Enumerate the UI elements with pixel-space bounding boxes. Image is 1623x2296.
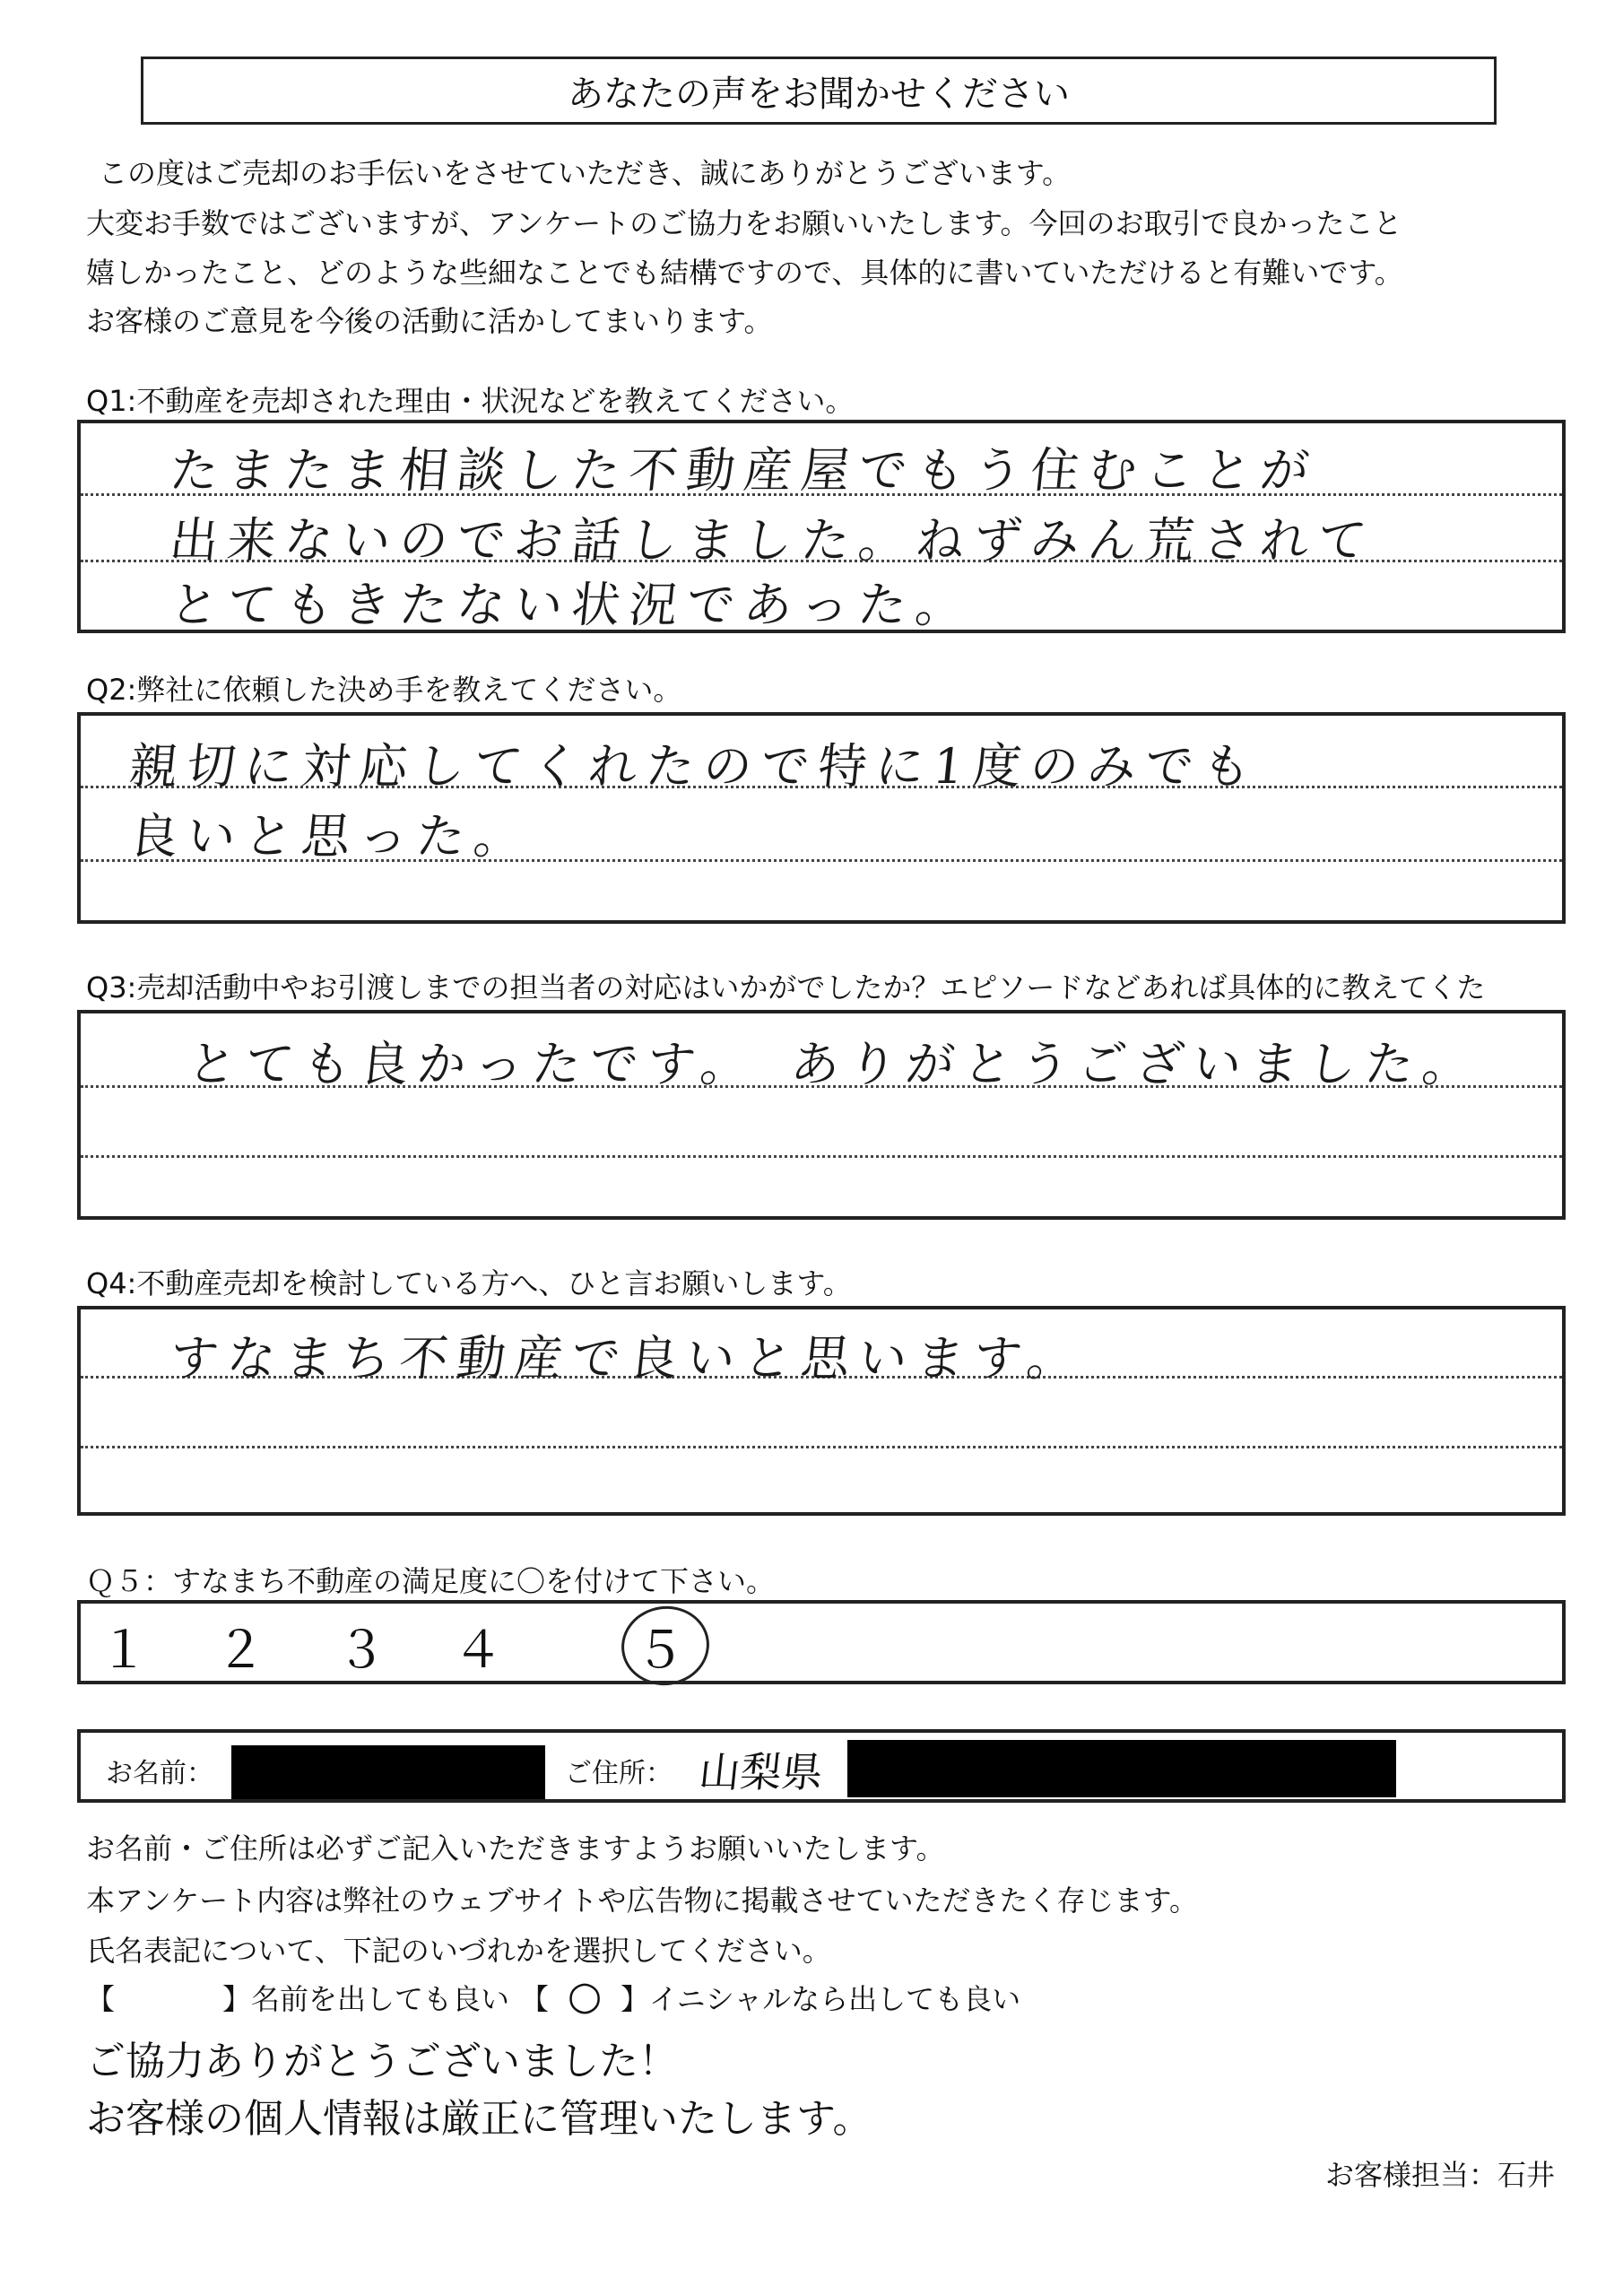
intro-line-3: 嬉しかったこと、どのような些細なことでも結構ですので、具体的に書いていただけると有難いです。: [86, 256, 1403, 290]
selected-rating-circle: [616, 1601, 714, 1692]
closing-thanks: ご協力ありがとうございました！: [86, 2039, 678, 2084]
rating-option-4[interactable]: ４: [453, 1622, 503, 1680]
choice-name-text: 名前を出しても良い: [251, 1982, 510, 2016]
note-3: 氏名表記について、下記のいづれかを選択してください。: [86, 1934, 831, 1968]
q5-label: Ｑ５：すなまち不動産の満足度に〇を付けて下さい。: [86, 1564, 776, 1598]
choice-initials-option: 【 ○ 】イニシャルなら出しても良い: [520, 1973, 1021, 2019]
choice-name-option: 【 】名前を出しても良い: [86, 1982, 510, 2016]
q3-answer-box: [77, 1010, 1566, 1220]
staff-in-charge: お客様担当：石井: [1325, 2158, 1556, 2192]
q1-label: Q1:不動産を売却された理由・状況などを教えてください。: [86, 384, 855, 418]
intro-line-1: この度はご売却のお手伝いをさせていただき、誠にありがとうございます。: [99, 156, 1072, 190]
q2-answer-box: [77, 712, 1566, 924]
q3-label: Q3:売却活動中やお引渡しまでの担当者の対応はいかがでしたか？エピソードなどあれば具体的に教えてくた: [86, 970, 1486, 1004]
q4-answer-box: [77, 1306, 1566, 1516]
address-redaction: [847, 1740, 1396, 1797]
intro-line-2: 大変お手数ではございますが、アンケートのご協力をお願いいたします。今回のお取引で良かったこと: [86, 206, 1402, 240]
note-2: 本アンケート内容は弊社のウェブサイトや広告物に掲載させていただきたく存じます。: [86, 1883, 1199, 1918]
q5-rating-box: [77, 1600, 1566, 1684]
page-title: あなたの声をお聞かせください: [141, 57, 1497, 125]
rating-option-2[interactable]: ２: [215, 1622, 265, 1680]
choice-initials-mark[interactable]: ○: [567, 1973, 603, 2019]
choice-initials-text: イニシャルなら出しても良い: [649, 1982, 1021, 2016]
q1-answer-line-3: とてもきたない状況であった。: [167, 577, 976, 633]
name-redaction: [231, 1745, 545, 1799]
q2-answer-line-1: 親切に対応してくれたので特に1度のみでも: [126, 738, 1263, 795]
rating-option-5[interactable]: ５: [635, 1622, 685, 1680]
rating-option-1[interactable]: １: [99, 1622, 149, 1680]
closing-privacy: お客様の個人情報は厳正に管理いたします。: [86, 2096, 872, 2142]
q1-answer-line-1: たまたま相談した不動産屋でもう住むことが: [167, 442, 1321, 499]
name-label: お名前：: [106, 1758, 213, 1789]
intro-line-4: お客様のご意見を今後の活動に活かしてまいります。: [86, 304, 773, 338]
q1-answer-box: [77, 420, 1566, 633]
q4-label: Q4:不動産売却を検討している方へ、ひと言お願いします。: [86, 1266, 852, 1300]
rating-option-3[interactable]: ３: [336, 1622, 386, 1680]
note-1: お名前・ご住所は必ずご記入いただきますようお願いいたします。: [86, 1831, 945, 1866]
q3-answer-line-1: とても良かったです。 ありがとうございました。: [185, 1036, 1483, 1092]
contact-box: [77, 1729, 1566, 1803]
q2-answer-line-2: 良いと思った。: [126, 808, 534, 865]
address-handwritten: 山梨県: [696, 1748, 826, 1796]
q4-answer-line-1: すなまち不動産で良いと思います。: [167, 1330, 1088, 1387]
q1-answer-line-2: 出来ないのでお話しました。ねずみん荒されて: [167, 512, 1378, 569]
address-label: ご住所：: [565, 1758, 673, 1789]
q2-label: Q2:弊社に依頼した決め手を教えてください。: [86, 673, 682, 707]
